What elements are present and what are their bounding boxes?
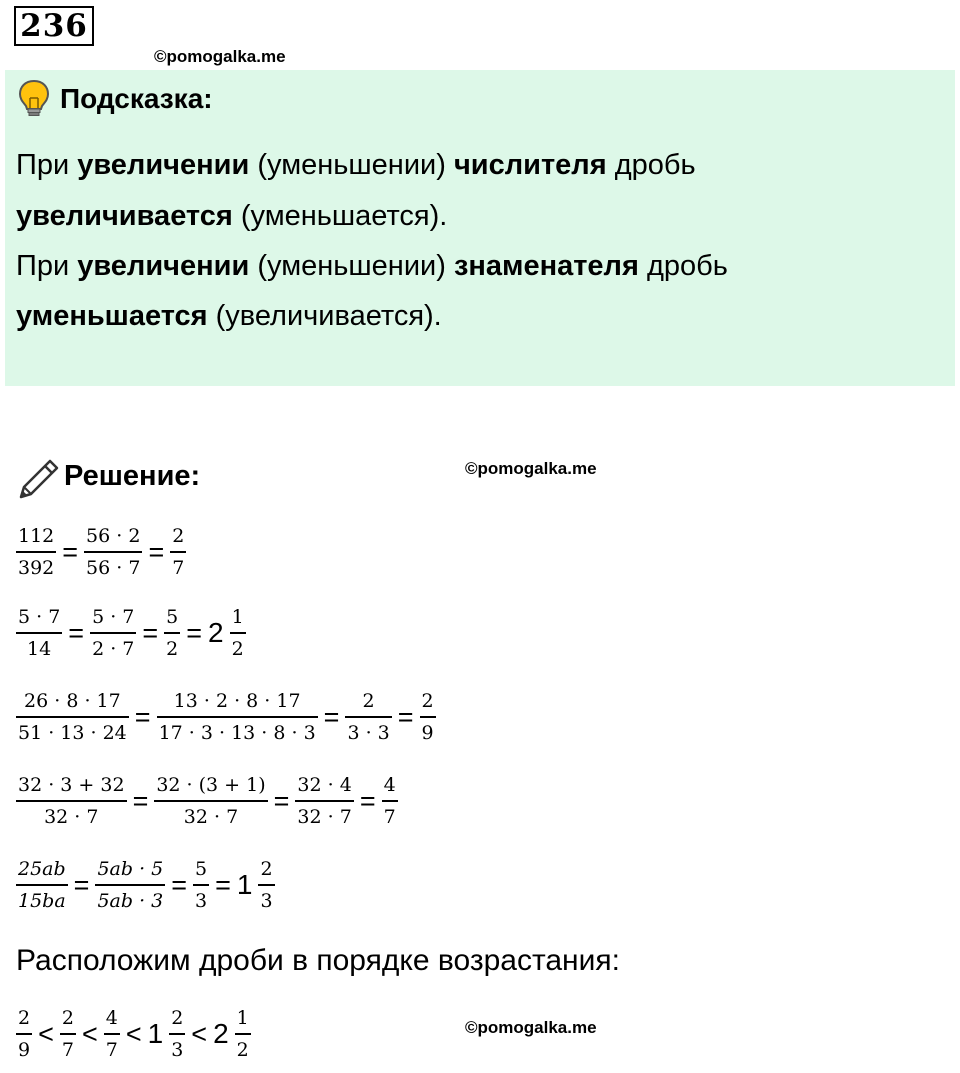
less-than-sign: < — [125, 1018, 142, 1049]
denominator: 2 — [231, 638, 244, 660]
hint-text: (уменьшается). — [232, 200, 448, 232]
equation-3 — [16, 689, 436, 745]
numerator: 5 — [195, 858, 208, 880]
hint-text: При — [16, 149, 78, 181]
mixed-number — [208, 605, 246, 661]
mixed-number — [237, 857, 275, 913]
equals-sign: = — [73, 869, 90, 900]
fraction-bar — [84, 551, 142, 553]
order-sentence: Расположим дроби в порядке возрастания: — [16, 944, 620, 977]
fraction-bar — [345, 716, 391, 718]
fraction — [16, 524, 56, 580]
denominator: 56 · 7 — [86, 557, 141, 579]
equals-sign: = — [323, 701, 340, 732]
denominator: 32 · 7 — [44, 806, 99, 828]
hint-bold-term: увеличении — [77, 149, 250, 181]
fraction — [164, 605, 180, 661]
numerator: 5ab · 5 — [97, 858, 164, 880]
fraction-bar — [164, 632, 180, 634]
equation-5 — [16, 857, 275, 913]
denominator: 5ab · 3 — [97, 890, 164, 912]
numerator: 2 — [61, 1007, 74, 1029]
less-than-sign: < — [81, 1018, 98, 1049]
equation-2 — [16, 605, 246, 661]
fraction-bar — [295, 800, 353, 802]
hint-text: При — [16, 250, 78, 282]
numerator: 32 · 3 + 32 — [18, 774, 125, 796]
numerator: 26 · 8 · 17 — [24, 690, 121, 712]
equals-sign: = — [215, 869, 231, 900]
hint-text: дробь — [606, 149, 696, 181]
numerator: 5 — [166, 606, 179, 628]
fraction — [235, 1006, 251, 1062]
equals-sign: = — [186, 617, 203, 648]
mixed-number — [213, 1006, 251, 1062]
hint-line-3 — [16, 247, 728, 285]
watermark: ©pomogalka.me — [154, 47, 286, 66]
fraction — [193, 857, 209, 913]
denominator: 51 · 13 · 24 — [18, 722, 127, 744]
fraction-bar — [420, 716, 436, 718]
order-chain — [16, 1006, 251, 1062]
fraction — [16, 605, 62, 661]
denominator: 7 — [61, 1039, 74, 1061]
denominator: 3 — [195, 890, 208, 912]
numerator: 25ab — [18, 858, 66, 880]
fraction-bar — [16, 632, 62, 634]
fraction-bar — [230, 632, 246, 634]
numerator: 56 · 2 — [86, 525, 141, 547]
fraction — [84, 524, 142, 580]
numerator: 1 — [231, 606, 244, 628]
fraction — [157, 689, 318, 745]
fraction — [295, 773, 353, 829]
fraction-bar — [104, 1033, 120, 1035]
denominator: 3 · 3 — [347, 722, 390, 744]
numerator: 32 · 4 — [297, 774, 352, 796]
fraction — [230, 605, 246, 661]
hint-text: дробь — [638, 250, 728, 282]
denominator: 2 — [166, 638, 179, 660]
hint-text: (уменьшении) — [249, 250, 454, 282]
fraction — [95, 857, 165, 913]
fraction-bar — [16, 884, 68, 886]
equals-sign: = — [397, 701, 414, 732]
numerator: 2 — [362, 690, 375, 712]
denominator: 392 — [18, 557, 55, 579]
equals-sign: = — [132, 785, 149, 816]
mixed-number — [148, 1006, 186, 1062]
fraction-bar — [16, 716, 129, 718]
fraction — [154, 773, 267, 829]
denominator: 9 — [18, 1039, 31, 1061]
hint-bold-term: увеличении — [77, 250, 250, 282]
fraction — [104, 1006, 120, 1062]
fraction — [16, 857, 68, 913]
denominator: 32 · 7 — [183, 806, 239, 828]
equals-sign: = — [142, 617, 159, 648]
task-number: 236 — [14, 6, 94, 46]
equation-1 — [16, 524, 186, 580]
numerator: 4 — [105, 1007, 118, 1029]
whole-part: 1 — [236, 869, 253, 900]
denominator: 2 — [236, 1039, 249, 1061]
hint-bold-term: знаменателя — [453, 250, 639, 282]
fraction-bar — [193, 884, 209, 886]
numerator: 2 — [171, 1007, 184, 1029]
fraction — [60, 1006, 76, 1062]
pencil-icon — [16, 456, 62, 507]
less-than-sign: < — [38, 1018, 54, 1049]
fraction — [16, 773, 127, 829]
numerator: 2 — [421, 690, 434, 712]
watermark: ©pomogalka.me — [465, 1018, 597, 1037]
fraction — [169, 1006, 185, 1062]
less-than-sign: < — [191, 1018, 208, 1049]
denominator: 14 — [27, 638, 52, 660]
denominator: 7 — [383, 806, 396, 828]
fraction-bar — [90, 632, 136, 634]
numerator: 5 · 7 — [18, 606, 61, 628]
numerator: 112 — [18, 525, 55, 547]
hint-title: Подсказка: — [60, 83, 213, 114]
denominator: 3 — [171, 1039, 184, 1061]
fraction-bar — [157, 716, 318, 718]
fraction — [345, 689, 391, 745]
fraction-bar — [16, 551, 56, 553]
denominator: 32 · 7 — [297, 806, 352, 828]
equals-sign: = — [134, 701, 151, 732]
whole-part: 2 — [208, 617, 224, 648]
numerator: 2 — [260, 858, 273, 880]
denominator: 15ba — [18, 890, 66, 912]
numerator: 13 · 2 · 8 · 17 — [173, 690, 301, 712]
hint-line-4 — [16, 297, 442, 335]
fraction-bar — [382, 800, 398, 802]
numerator: 32 · (3 + 1) — [156, 774, 266, 796]
solution-title: Решение: — [64, 460, 201, 492]
hint-line-2 — [16, 197, 447, 235]
watermark: ©pomogalka.me — [465, 459, 597, 478]
fraction-bar — [60, 1033, 76, 1035]
lightbulb-icon — [17, 78, 51, 123]
fraction-bar — [154, 800, 267, 802]
hint-text: (увеличивается). — [207, 300, 442, 332]
fraction — [382, 773, 398, 829]
equals-sign: = — [171, 869, 188, 900]
fraction — [90, 605, 136, 661]
hint-line-1 — [16, 146, 696, 184]
fraction-bar — [170, 551, 186, 553]
whole-part: 1 — [147, 1018, 164, 1049]
equation-4 — [16, 773, 398, 829]
equals-sign: = — [68, 617, 85, 648]
denominator: 2 · 7 — [92, 638, 135, 660]
equals-sign: = — [62, 536, 79, 567]
numerator: 5 · 7 — [92, 606, 135, 628]
hint-bold-term: числителя — [453, 149, 607, 181]
equals-sign: = — [359, 785, 376, 816]
fraction — [420, 689, 436, 745]
fraction — [170, 524, 186, 580]
fraction — [16, 689, 129, 745]
whole-part: 2 — [213, 1018, 229, 1049]
fraction-bar — [258, 884, 274, 886]
denominator: 3 — [260, 890, 273, 912]
denominator: 9 — [421, 722, 434, 744]
numerator: 2 — [18, 1007, 31, 1029]
denominator: 7 — [105, 1039, 118, 1061]
hint-bold-term: уменьшается — [16, 300, 208, 332]
numerator: 4 — [383, 774, 396, 796]
fraction-bar — [169, 1033, 185, 1035]
numerator: 1 — [236, 1007, 249, 1029]
fraction-bar — [16, 1033, 32, 1035]
fraction — [258, 857, 274, 913]
equals-sign: = — [273, 785, 290, 816]
fraction-bar — [16, 800, 127, 802]
numerator: 2 — [172, 525, 185, 547]
fraction — [16, 1006, 32, 1062]
denominator: 17 · 3 · 13 · 8 · 3 — [158, 722, 316, 744]
fraction-bar — [95, 884, 165, 886]
hint-bold-term: увеличивается — [16, 200, 233, 232]
fraction-bar — [235, 1033, 251, 1035]
hint-text: (уменьшении) — [249, 149, 454, 181]
equals-sign: = — [148, 536, 165, 567]
denominator: 7 — [172, 557, 185, 579]
